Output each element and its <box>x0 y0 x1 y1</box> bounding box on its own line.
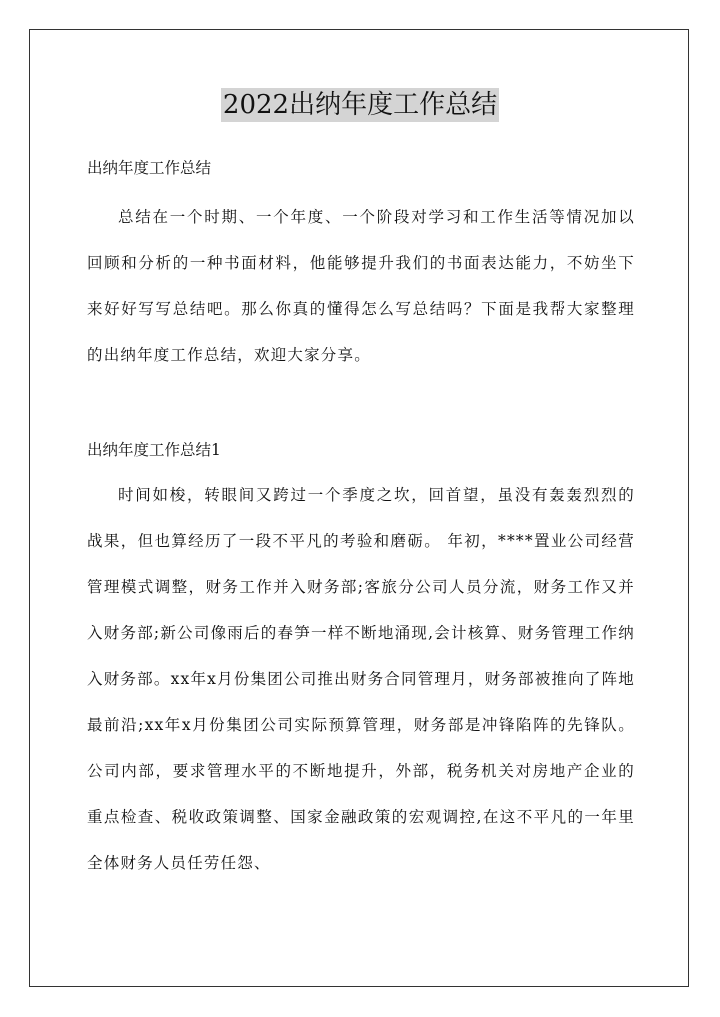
title-wrap <box>0 88 720 122</box>
section-1-paragraph: 时间如梭，转眼间又跨过一个季度之坎，回首望，虽没有轰轰烈烈的战果，但也算经历了一段不平凡的考验和磨砺。 年初，****置业公司经营管理模式调整，财务工作并入财务部;客旅分公司人员分流，财务工作又并入财务部;新公司像雨后的春笋一样不断地涌现,会计核算、财务管理工作纳入财务部。xx年x月份集团公司推出财务合同管理月，财务部被推向了阵地最前沿;xx年x月份集团公司实际预算管理，财务部是冲锋陷阵的先锋队。公司内部，要求管理水平的不断地提升，外部，税务机关对房地产企业的重点检查、税收政策调整、国家金融政策的宏观调控,在这不平凡的一年里全体财务人员任劳任怨、 <box>87 486 635 872</box>
section-heading-1: 出纳年度工作总结1 <box>87 441 221 459</box>
section-heading-intro: 出纳年度工作总结 <box>87 159 212 177</box>
intro-paragraph: 总结在一个时期、一个年度、一个阶段对学习和工作生活等情况加以回顾和分析的一种书面材料，他能够提升我们的书面表达能力，不妨坐下来好好写写总结吧。那么你真的懂得怎么写总结吗？下面是我帮大家整理的出纳年度工作总结，欢迎大家分享。 <box>87 208 635 364</box>
document-title: 2022出纳年度工作总结 <box>222 90 498 120</box>
